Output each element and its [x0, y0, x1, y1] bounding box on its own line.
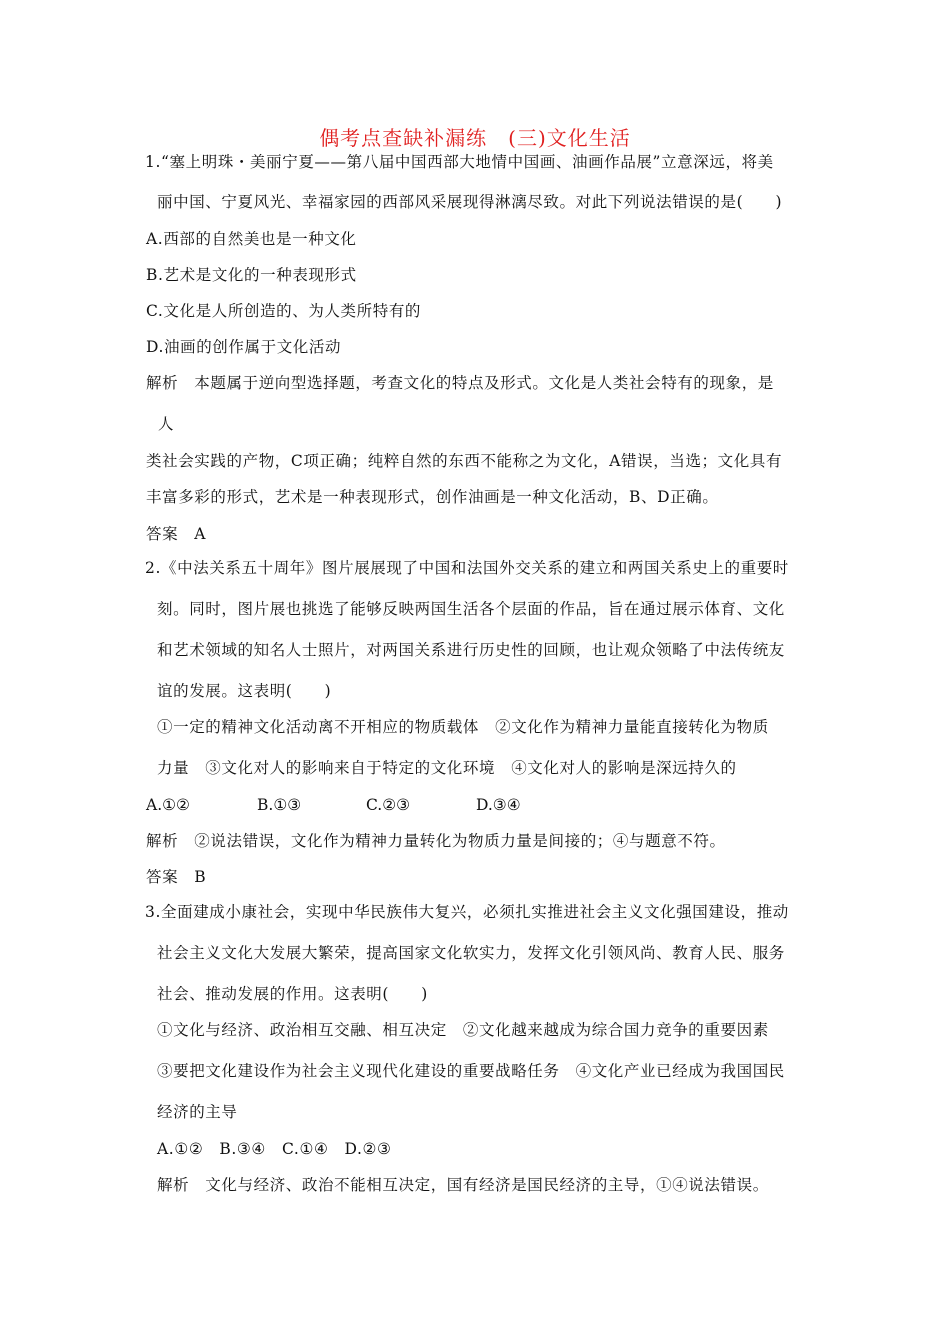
q2-stem-line-4: 谊的发展。这表明( ): [157, 682, 332, 700]
q2-stem-line-2: 刻。同时，图片展也挑选了能够反映两国生活各个层面的作品，旨在通过展示体育、文化: [157, 600, 785, 618]
q2-answer: 答案 B: [146, 868, 207, 886]
q3-stem-line-3: 社会、推动发展的作用。这表明( ): [157, 985, 428, 1003]
q3-stem-line-1: 3.全面建成小康社会，实现中华民族伟大复兴，必须扎实推进社会主义文化强国建设，推动: [145, 903, 789, 921]
q1-answer: 答案 A: [146, 525, 207, 543]
q1-option-c: C.文化是人所创造的、为人类所特有的: [146, 302, 422, 320]
q1-analysis-line-2: 人: [158, 415, 175, 433]
q3-items-line-2: ③要把文化建设作为社会主义现代化建设的重要战略任务 ④文化产业已经成为我国国民: [157, 1062, 785, 1080]
q1-option-d: D.油画的创作属于文化活动: [146, 338, 342, 356]
q2-option-c: C.②③: [366, 796, 411, 814]
q2-option-b: B.①③: [257, 796, 302, 814]
q1-analysis-line-1: 解析 本题属于逆向型选择题，考查文化的特点及形式。文化是人类社会特有的现象，是: [146, 374, 774, 392]
q3-items-line-3: 经济的主导: [157, 1103, 238, 1121]
q2-stem-line-3: 和艺术领域的知名人士照片，对两国关系进行历史性的回顾，也让观众领略了中法传统友: [157, 641, 785, 659]
q1-stem-line-1: 1.“塞上明珠・美丽宁夏——第八届中国西部大地情中国画、油画作品展”立意深远，将美: [145, 153, 774, 171]
q2-items-line-2: 力量 ③文化对人的影响来自于特定的文化环境 ④文化对人的影响是深远持久的: [157, 759, 737, 777]
q2-items-line-1: ①一定的精神文化活动离不开相应的物质载体 ②文化作为精神力量能直接转化为物质: [157, 718, 769, 736]
q1-option-a: A.西部的自然美也是一种文化: [146, 230, 357, 248]
q2-analysis: 解析 ②说法错误，文化作为精神力量转化为物质力量是间接的；④与题意不符。: [146, 832, 726, 850]
q1-stem-line-2: 丽中国、宁夏风光、幸福家园的西部风采展现得淋漓尽致。对此下列说法错误的是( ): [157, 193, 783, 211]
q3-analysis: 解析 文化与经济、政治不能相互决定，国有经济是国民经济的主导，①④说法错误。: [157, 1176, 769, 1194]
page-title: 偶考点查缺补漏练 (三)文化生活: [319, 126, 631, 150]
q3-items-line-1: ①文化与经济、政治相互交融、相互决定 ②文化越来越成为综合国力竞争的重要因素: [157, 1021, 769, 1039]
q1-analysis-line-3: 类社会实践的产物，C项正确；纯粹自然的东西不能称之为文化，A错误，当选；文化具有: [146, 452, 783, 470]
q2-option-a: A.①②: [146, 796, 190, 814]
q3-options: A.①② B.③④ C.①④ D.②③: [157, 1140, 392, 1158]
q3-stem-line-2: 社会主义文化大发展大繁荣，提高国家文化软实力，发挥文化引领风尚、教育人民、服务: [157, 944, 785, 962]
q2-option-d: D.③④: [476, 796, 521, 814]
q2-stem-line-1: 2.《中法关系五十周年》图片展展现了中国和法国外交关系的建立和两国关系史上的重要时: [145, 559, 789, 577]
q1-analysis-line-4: 丰富多彩的形式，艺术是一种表现形式，创作油画是一种文化活动，B、D正确。: [146, 488, 719, 506]
q1-option-b: B.艺术是文化的一种表现形式: [146, 266, 357, 284]
